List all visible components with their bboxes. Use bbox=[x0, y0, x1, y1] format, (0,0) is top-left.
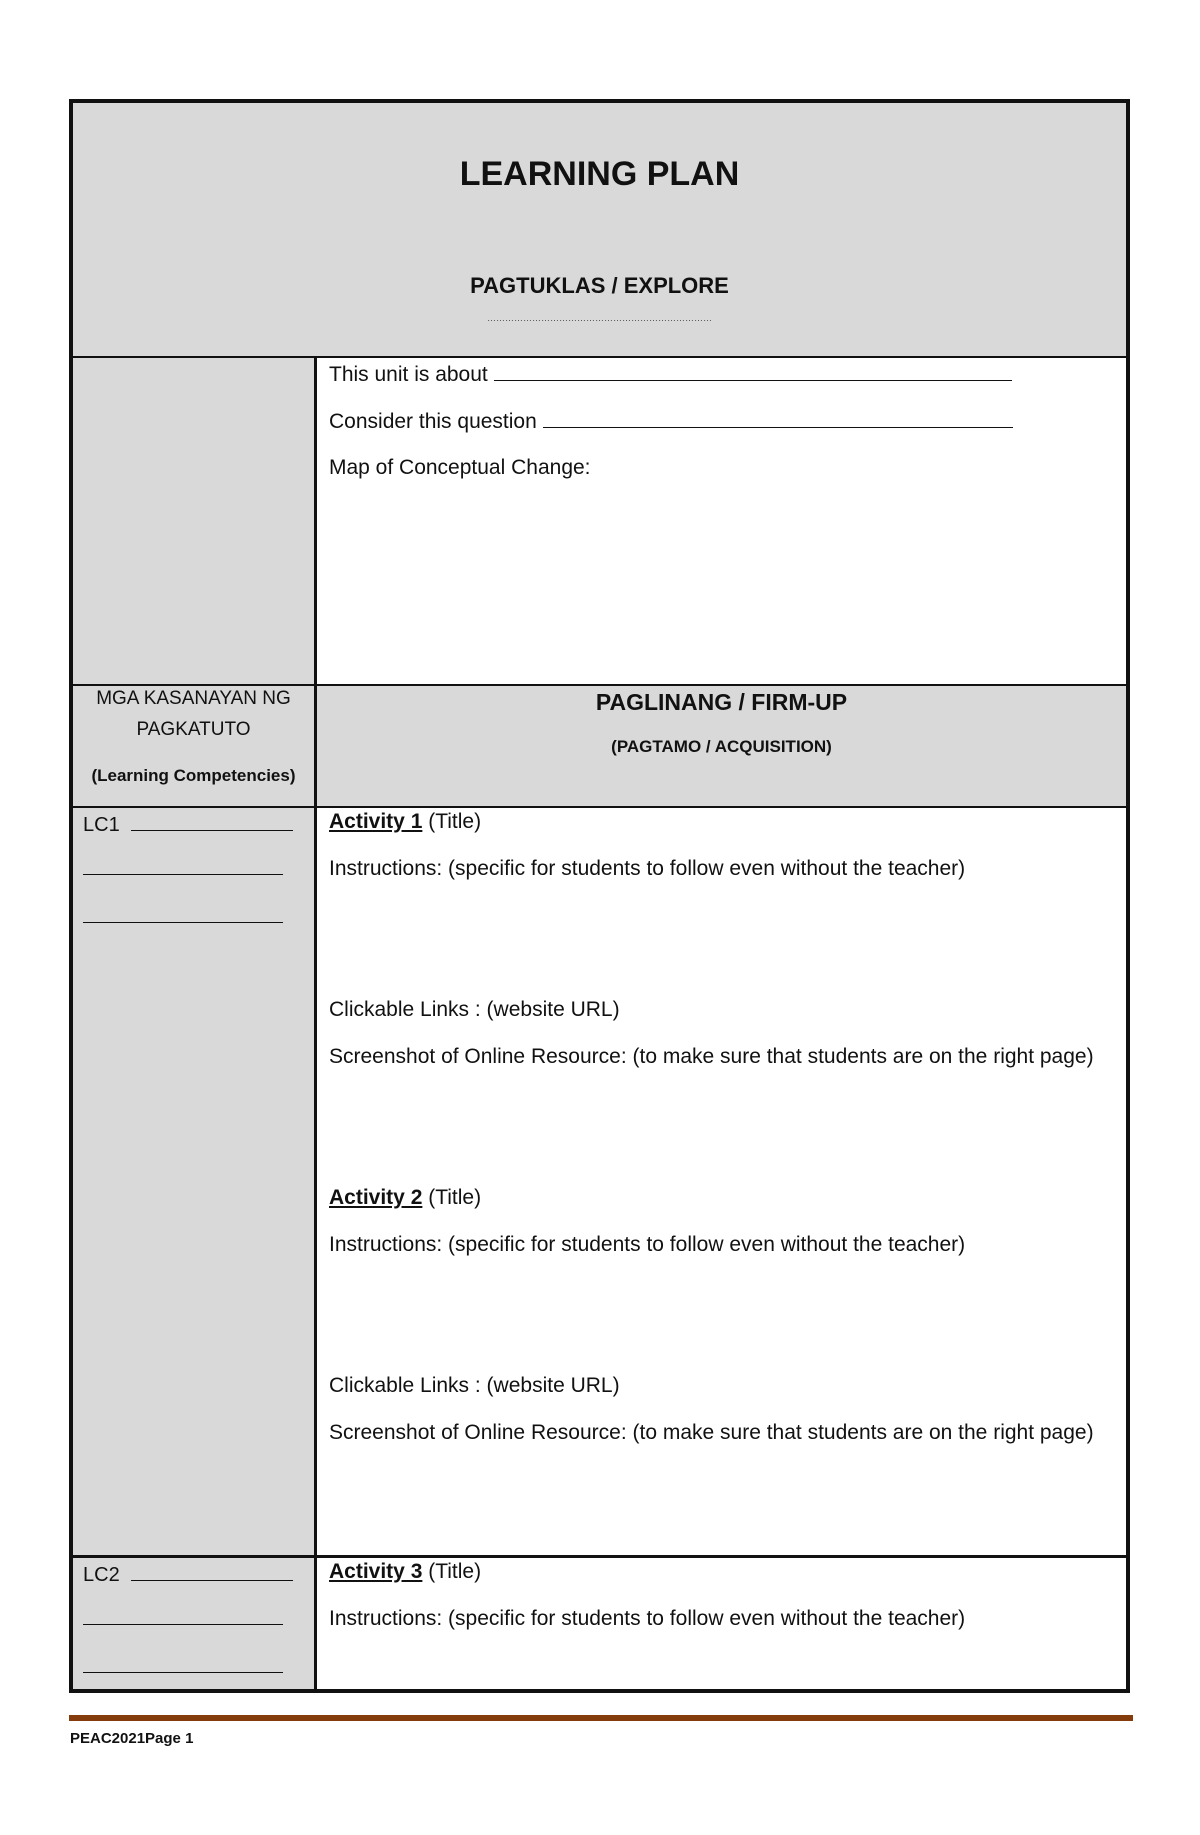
activity-2-links: Clickable Links : (website URL) bbox=[329, 1374, 620, 1397]
page-title: LEARNING PLAN bbox=[459, 155, 740, 193]
question-label: Consider this question bbox=[329, 410, 537, 433]
question-line bbox=[329, 409, 1013, 434]
lc2-line-3 bbox=[83, 1654, 283, 1679]
firmup-subtitle: (PAGTAMO / ACQUISITION) bbox=[611, 737, 832, 756]
lc2-label: LC2 bbox=[83, 1564, 120, 1586]
lc2-blank-1[interactable] bbox=[131, 1562, 293, 1581]
activity-2-screenshot: Screenshot of Online Resource: (to make sure that students are on the right page) bbox=[329, 1421, 1094, 1444]
plan-header bbox=[73, 103, 1126, 358]
firmup-header-row bbox=[73, 686, 1126, 808]
competencies-subtitle: (Learning Competencies) bbox=[91, 766, 296, 785]
lc2-line-2 bbox=[83, 1606, 283, 1631]
lc1-activities-cell bbox=[317, 808, 1126, 1555]
lc2-activities-cell bbox=[317, 1558, 1126, 1689]
footer-divider bbox=[69, 1715, 1133, 1721]
unit-about-line bbox=[329, 362, 1012, 387]
activity-3-heading bbox=[329, 1560, 481, 1584]
unit-about-label: This unit is about bbox=[329, 363, 488, 386]
concept-map-label: Map of Conceptual Change: bbox=[329, 456, 591, 479]
explore-left-cell bbox=[73, 358, 317, 684]
activity-2-title-hint: (Title) bbox=[428, 1186, 482, 1209]
explore-row bbox=[73, 358, 1126, 686]
section-title-firmup: PAGLINANG / FIRM-UP bbox=[595, 689, 848, 715]
lc2-blank-2[interactable] bbox=[83, 1606, 283, 1625]
activity-1-screenshot: Screenshot of Online Resource: (to make sure that students are on the right page) bbox=[329, 1045, 1094, 1068]
activity-1-name: Activity 1 bbox=[329, 810, 423, 833]
lc1-line-3 bbox=[83, 904, 283, 929]
unit-about-blank[interactable] bbox=[494, 362, 1012, 381]
lc2-cell bbox=[73, 1558, 317, 1689]
lc1-cell bbox=[73, 808, 317, 1555]
activity-1-title-hint: (Title) bbox=[428, 810, 482, 833]
explore-content-cell bbox=[317, 358, 1126, 684]
footer-page-label: PEAC2021Page 1 bbox=[70, 1730, 194, 1747]
competencies-title-line1: MGA KASANAYAN NG bbox=[96, 688, 291, 709]
lc1-row bbox=[73, 808, 1126, 1558]
activity-3-title-hint: (Title) bbox=[428, 1560, 482, 1583]
lc1-label: LC1 bbox=[83, 814, 120, 836]
competencies-title-line2: PAGKATUTO bbox=[136, 719, 251, 740]
activity-1-links: Clickable Links : (website URL) bbox=[329, 998, 620, 1021]
competencies-header-cell bbox=[73, 686, 317, 806]
question-blank[interactable] bbox=[543, 409, 1013, 428]
activity-2-heading bbox=[329, 1186, 481, 1210]
activity-3-name: Activity 3 bbox=[329, 1560, 423, 1583]
section-title-explore: PAGTUKLAS / EXPLORE bbox=[470, 273, 729, 298]
learning-plan-table bbox=[69, 99, 1130, 1693]
dotted-line: ………………………………………………………………… bbox=[487, 313, 712, 323]
lc1-blank-2[interactable] bbox=[83, 856, 283, 875]
activity-2-name: Activity 2 bbox=[329, 1186, 423, 1209]
activity-2-instructions: Instructions: (specific for students to follow even without the teacher) bbox=[329, 1233, 966, 1256]
lc1-blank-1[interactable] bbox=[131, 812, 293, 831]
lc1-line-2 bbox=[83, 856, 283, 881]
lc2-blank-3[interactable] bbox=[83, 1654, 283, 1673]
lc1-line bbox=[83, 812, 293, 837]
lc2-line bbox=[83, 1562, 293, 1587]
lc1-blank-3[interactable] bbox=[83, 904, 283, 923]
activity-3-instructions: Instructions: (specific for students to follow even without the teacher) bbox=[329, 1607, 966, 1630]
activity-1-heading bbox=[329, 810, 481, 834]
activity-1-instructions: Instructions: (specific for students to follow even without the teacher) bbox=[329, 857, 966, 880]
lc2-row bbox=[73, 1558, 1126, 1689]
firmup-header-cell bbox=[317, 686, 1126, 806]
